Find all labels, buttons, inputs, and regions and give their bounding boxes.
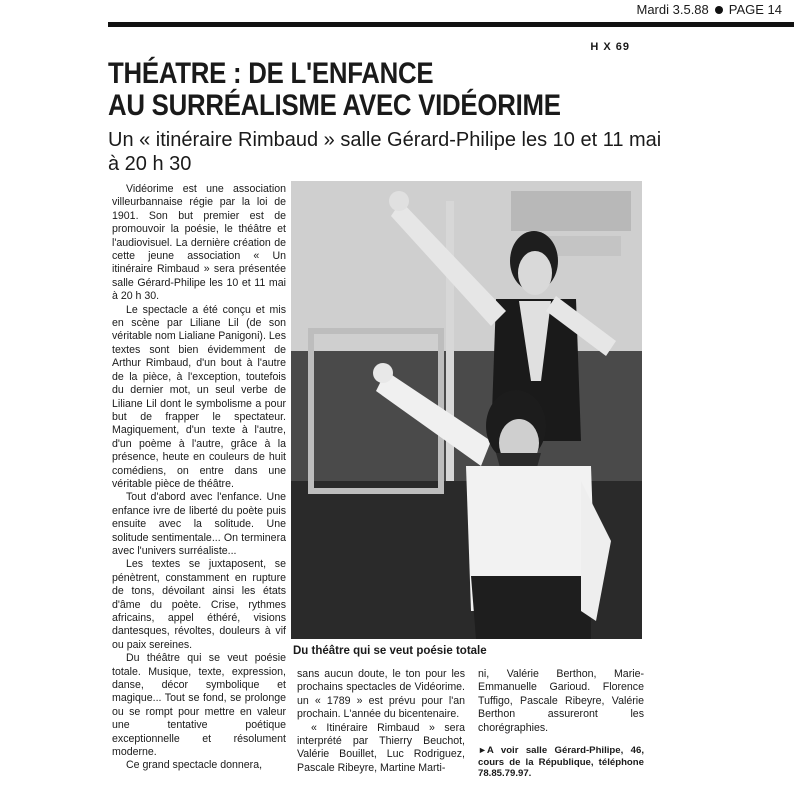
page-header: [637, 2, 783, 17]
paragraph: ni, Valérie Berthon, Marie-Emmanuelle Garioud. Florence Tuffigo, Pascale Ribeyre, Valérie Berthon assureront les chorégraphies.: [478, 668, 644, 734]
paragraph: Les textes se juxtaposent, se pénètrent, constamment en rupture de tons, dévoilant ainsi les états d'âme du poète. Crise, rythmes africains, appel éthéré, visions dantesques, révoltes, douleurs à vif ou paix sereines.: [112, 558, 286, 651]
article-column-2: [297, 668, 465, 775]
paragraph: sans aucun doute, le ton pour les prochains spectacles de Vidéorime. un « 1789 » est prévu pour l'an prochain. L'année du bicentenaire.: [297, 668, 465, 721]
arrow-icon: ►: [478, 745, 487, 756]
article-column-1: [112, 183, 286, 773]
bullet-icon: [715, 6, 723, 14]
header-date: Mardi 3.5.88: [636, 2, 709, 17]
paragraph: Le spectacle a été conçu et mis en scène par Liliane Lil (de son véritable nom Lialiane Panigoni). Les textes sont bien évidemment de Arthur Rimbaud, d'un bout à l'autre de la pièce, à l'exception, toutefois du dernier mot, un seul verbe de Liliane Lil dont le symbolisme a pour but de frapper le spectateur. Magiquement, d'un texte à l'autre, d'un poème à l'autre, grâce à la présence, heute en couleurs de huit comédiens, on entre dans une véritable pièce de théâtre.: [112, 303, 286, 490]
paragraph: Vidéorime est une association villeurbannaise régie par la loi de 1901. Son but premier est de promouvoir la poésie, le théâtre et l'audiovisuel. La dernière création de cette jeune association « Un itinéraire Rimbaud » sera présentée salle Gérard-Philipe les 10 et 11 mai à 20 h 30.: [112, 183, 286, 303]
headline-line-1: THÉATRE : DE L'ENFANCE: [108, 57, 434, 90]
article-column-3: [478, 668, 644, 780]
paragraph: Ce grand spectacle donnera,: [126, 759, 263, 772]
headline-line-2: AU SURRÉALISME AVEC VIDÉORIME: [108, 89, 561, 122]
header-page-number: PAGE 14: [728, 2, 782, 17]
article-photo: [291, 181, 642, 639]
venue-note-text: A voir salle Gérard-Philipe, 46, cours de la République, téléphone 78.85.79.97.: [478, 745, 644, 780]
paragraph: Du théâtre qui se veut poésie totale. Musique, texte, expression, danse, décor symbolique et magique... Tout se fond, se prolonge ou se rompt pour mettre en valeur une tentative poétique exceptionnelle et résolument moderne.: [112, 652, 286, 759]
article-headline: [108, 58, 658, 122]
paragraph: « Itinéraire Rimbaud » sera interprété par Thierry Beuchot, Valérie Bouillet, Luc Rodriguez, Pascale Ribeyre, Martine Marti-: [297, 721, 465, 774]
header-rule: [108, 22, 794, 27]
photo-caption: Du théâtre qui se veut poésie totale: [293, 645, 487, 657]
venue-note: [478, 745, 644, 780]
edition-code: H X 69: [590, 41, 630, 53]
article-subhead: Un « itinéraire Rimbaud » salle Gérard-Philipe les 10 et 11 mai à 20 h 30: [108, 129, 662, 175]
paragraph: Tout d'abord avec l'enfance. Une enfance ivre de liberté du poète puis ensuite avec la solitude. Une solitude sentimentale... On terminera avec l'univers surréaliste...: [112, 491, 286, 557]
